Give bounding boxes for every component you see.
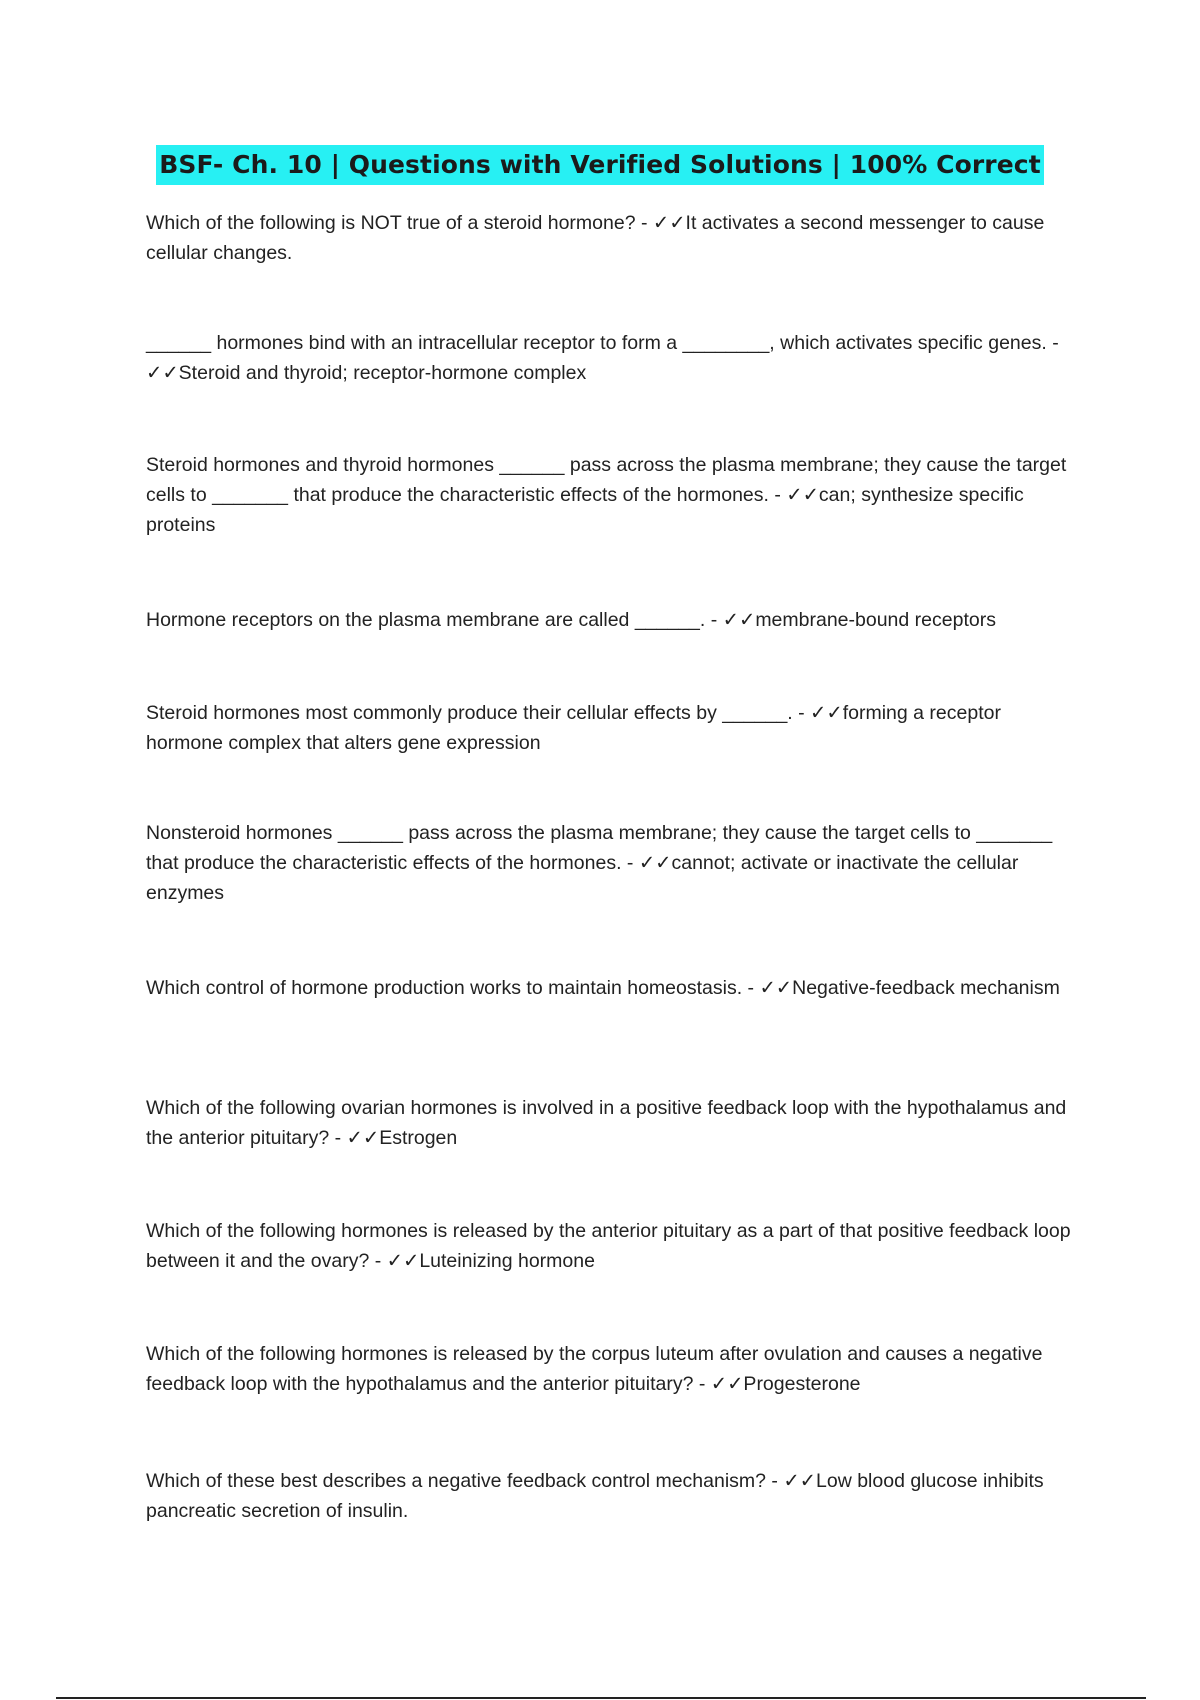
qa-item-10: Which of the following hormones is released by the corpus luteum after ovulation and causes a negative feedback loop with the hypothalamus and the anterior pituitary? - ✓✓Progesterone: [146, 1343, 1043, 1395]
qa-item-9: Which of the following hormones is released by the anterior pituitary as a part of that positive feedback loop between it and the ovary? - ✓✓Luteinizing hormone: [146, 1220, 1071, 1272]
qa-item-6: Nonsteroid hormones ______ pass across the plasma membrane; they cause the target cells to _______ that produce the characteristic effects of the hormones. - ✓✓cannot; activate or inactivate the cellular enzymes: [146, 822, 1053, 904]
qa-item-7: Which control of hormone production works to maintain homeostasis. - ✓✓Negative-feedback mechanism: [146, 977, 1060, 999]
qa-item-2: ______ hormones bind with an intracellular receptor to form a ________, which activates specific genes. - ✓✓Steroid and thyroid; receptor-hormone complex: [146, 332, 1059, 384]
qa-item-8: Which of the following ovarian hormones is involved in a positive feedback loop with the hypothalamus and the anterior pituitary? - ✓✓Estrogen: [146, 1097, 1067, 1149]
qa-item-1: Which of the following is NOT true of a steroid hormone? - ✓✓It activates a second messenger to cause cellular changes.: [146, 212, 1045, 264]
document-title: BSF- Ch. 10 | Questions with Verified Solutions | 100% Correct: [156, 145, 1044, 185]
qa-item-11: Which of these best describes a negative feedback control mechanism? - ✓✓Low blood glucose inhibits pancreatic secretion of insulin.: [146, 1470, 1044, 1522]
title-wrap: [0, 145, 1200, 185]
qa-item-5: Steroid hormones most commonly produce their cellular effects by ______. - ✓✓forming a receptor hormone complex that alters gene expression: [146, 702, 1001, 754]
qa-item-4: Hormone receptors on the plasma membrane are called ______. - ✓✓membrane-bound receptors: [146, 609, 996, 631]
bottom-divider: [56, 1697, 1146, 1699]
qa-item-3: Steroid hormones and thyroid hormones ______ pass across the plasma membrane; they cause the target cells to _______ that produce the characteristic effects of the hormones. - ✓✓can; synthesize specific proteins: [146, 454, 1067, 536]
